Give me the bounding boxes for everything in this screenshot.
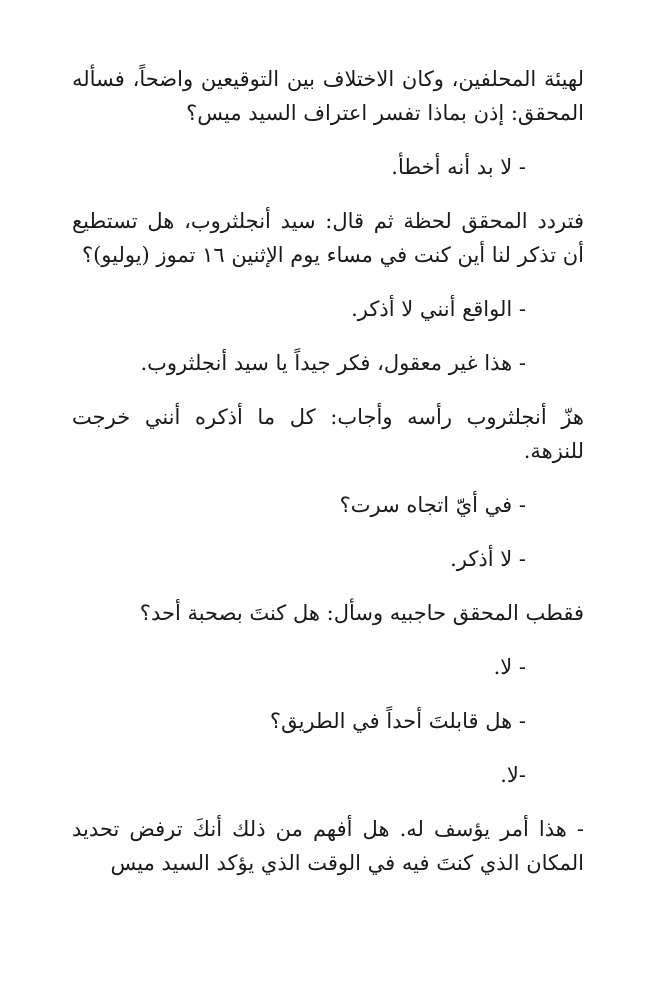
dialogue-line-4: - في أيّ اتجاه سرت؟ <box>339 493 526 517</box>
dialogue-line-1: - لا بد أنه أخطأ. <box>391 155 526 179</box>
dialogue-line-3: - هذا غير معقول، فكر جيداً يا سيد أنجلثروب. <box>140 351 526 375</box>
dialogue-line-7: - هل قابلتَ أحداً في الطريق؟ <box>269 709 526 733</box>
paragraph-5: - هذا أمر يؤسف له. هل أفهم من ذلك أنكَ ترفض تحديد المكان الذي كنتَ فيه في الوقت الذي يؤكد السيد ميس <box>72 817 584 875</box>
book-page <box>72 62 584 880</box>
dialogue-line-5: - لا أذكر. <box>450 547 526 571</box>
dialogue-line-8: -لا. <box>500 763 526 787</box>
dialogue-line-6: - لا. <box>493 655 526 679</box>
paragraph-2: فتردد المحقق لحظة ثم قال: سيد أنجلثروب، هل تستطيع أن تذكر لنا أين كنت في مساء يوم الإثنين ١٦ تموز (يوليو)؟ <box>72 209 584 267</box>
paragraph-4: فقطب المحقق حاجبيه وسأل: هل كنتَ بصحبة أحد؟ <box>139 601 584 625</box>
dialogue-line-2: - الواقع أنني لا أذكر. <box>351 297 526 321</box>
paragraph-1: لهيئة المحلفين، وكان الاختلاف بين التوقيعين واضحاً، فسأله المحقق: إذن بماذا تفسر اعتراف السيد ميس؟ <box>72 67 584 125</box>
paragraph-3: هزّ أنجلثروب رأسه وأجاب: كل ما أذكره أنني خرجت للنزهة. <box>72 405 584 463</box>
